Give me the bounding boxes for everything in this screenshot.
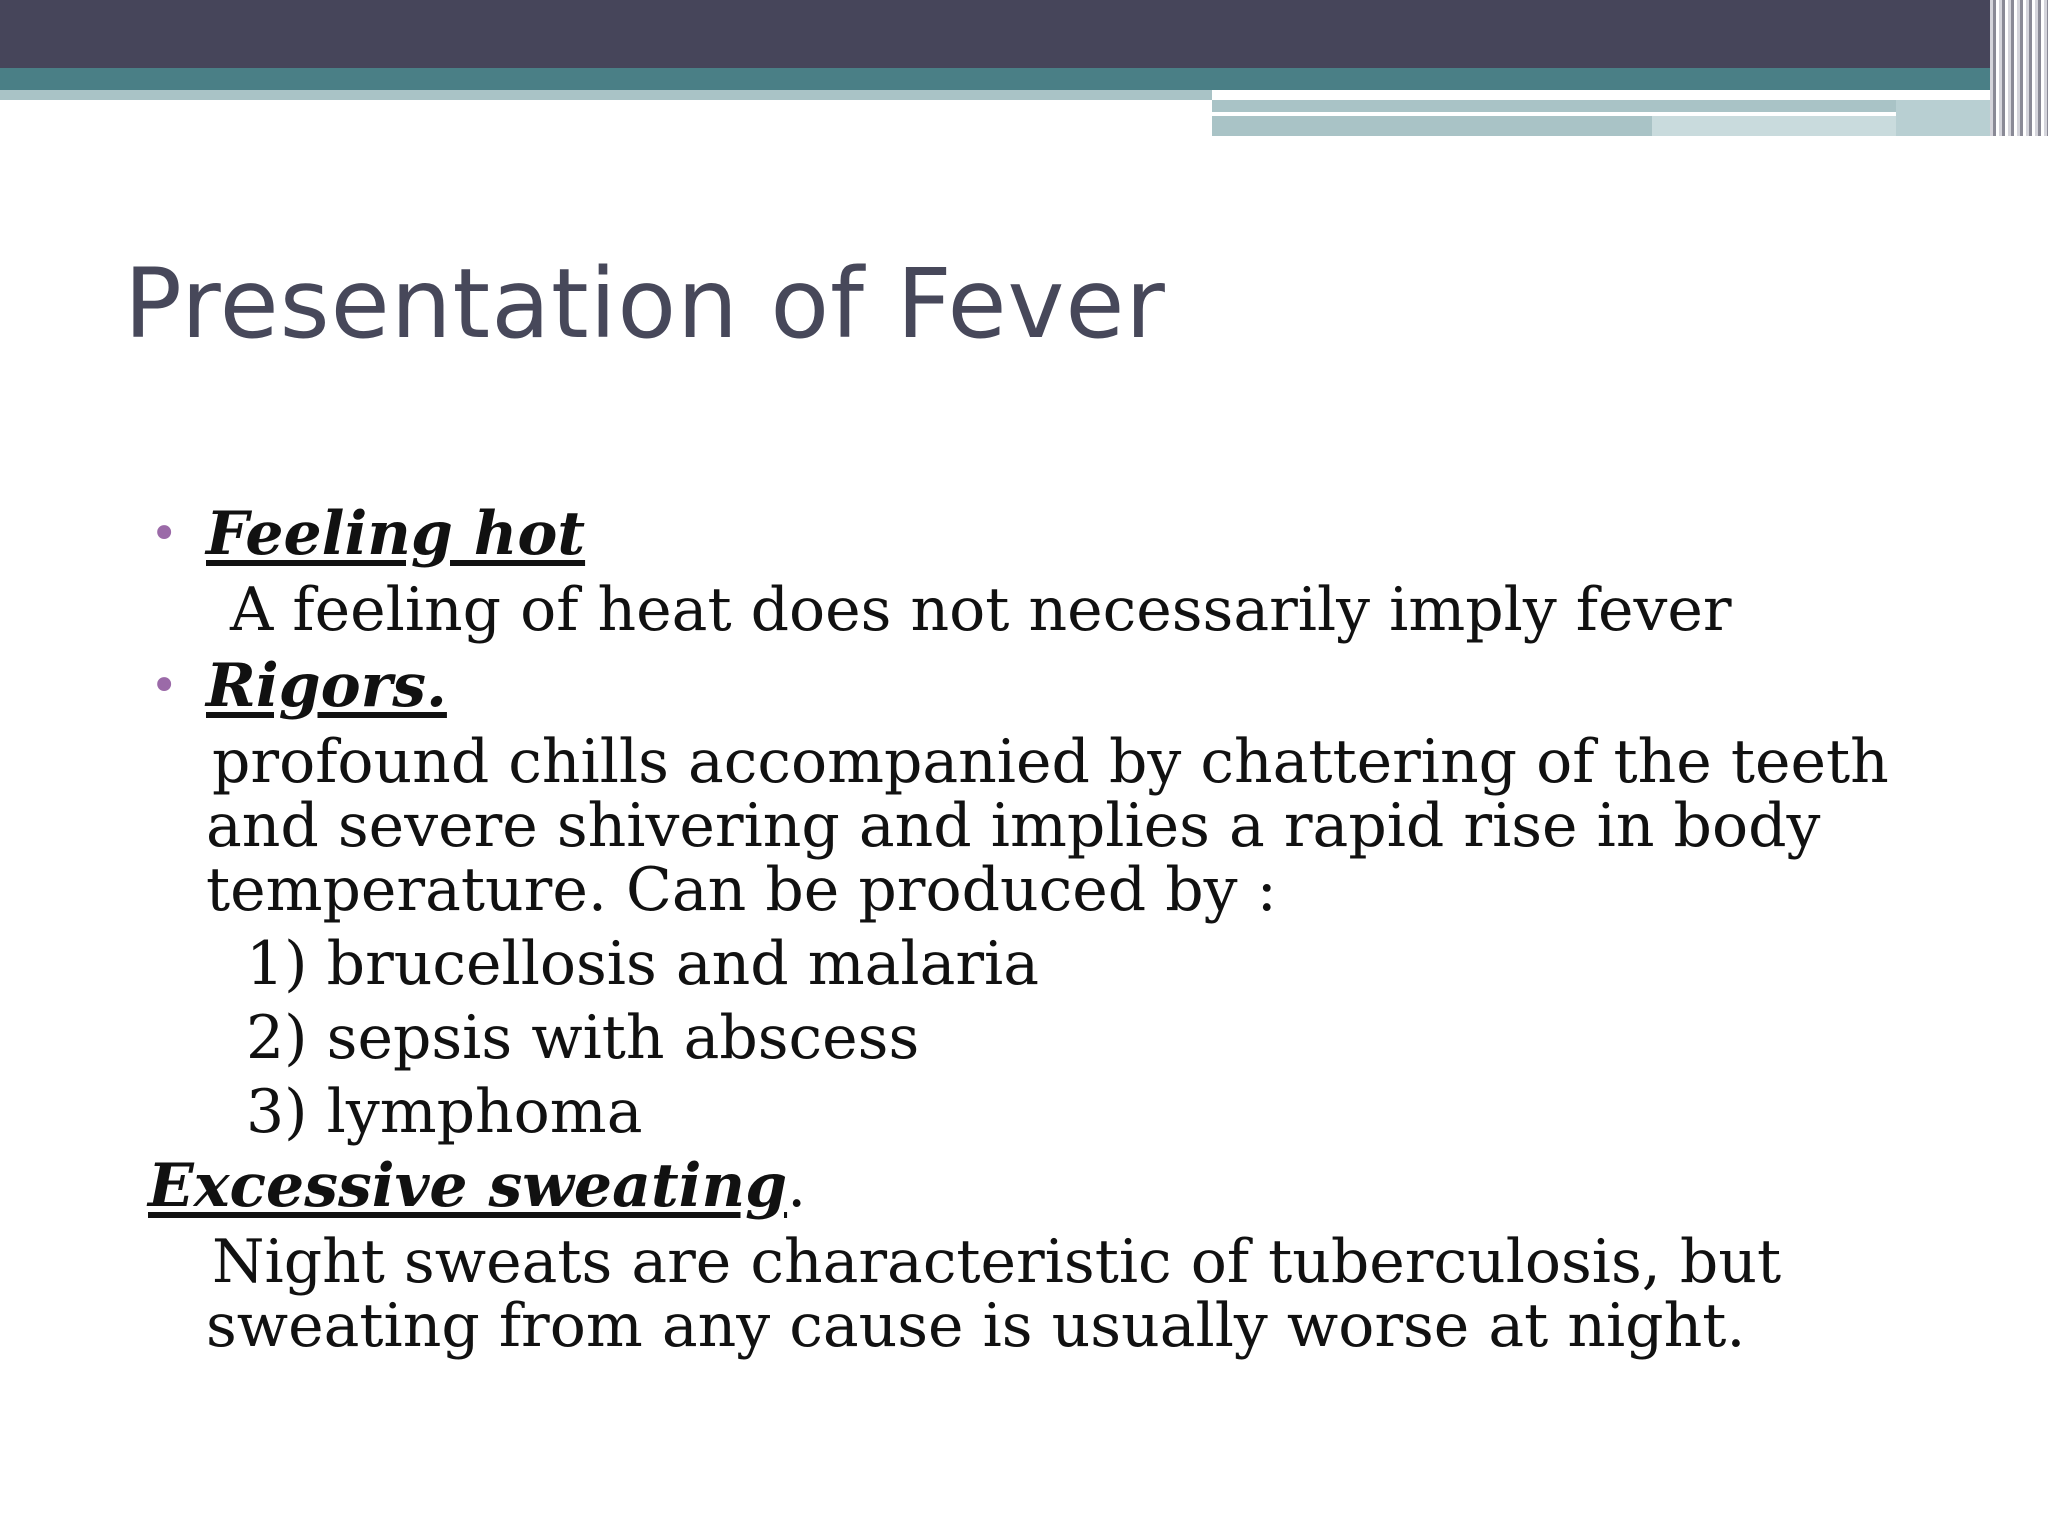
sweating-heading-line [148, 1152, 806, 1220]
heading-excessive-sweating: Excessive sweating [148, 1151, 788, 1221]
header-stripe-a [1212, 100, 1896, 112]
header-light-bar [0, 90, 1212, 100]
rigors-line-3: temperature. Can be produced by : [206, 855, 1277, 925]
header-edge-lines [1990, 0, 2048, 136]
bullet-feeling-hot: • [150, 506, 179, 562]
sweating-line-1: Night sweats are characteristic of tuberculosis, but [212, 1227, 1782, 1297]
rigors-line-1: profound chills accompanied by chattering of the teeth [212, 727, 1889, 797]
slide-title: Presentation of Fever [124, 248, 1166, 360]
cause-item-2: 2) sepsis with abscess [246, 1003, 920, 1073]
bullet-rigors: • [150, 658, 179, 714]
header-teal-bar [0, 68, 2048, 90]
header-stripe-d [1652, 116, 1896, 136]
cause-item-3: 3) lymphoma [246, 1077, 643, 1147]
cause-item-1: 1) brucellosis and malaria [246, 929, 1040, 999]
header-edge-fade [1896, 100, 1990, 136]
heading-feeling-hot: Feeling hot [206, 499, 586, 569]
header-dark-bar [0, 0, 2048, 68]
header-stripe-c [1212, 116, 1652, 136]
rigors-line-2: and severe shivering and implies a rapid rise in body [206, 791, 1821, 861]
feeling-hot-text: A feeling of heat does not necessarily imply fever [230, 575, 1732, 645]
heading-excessive-sweating-period: . [787, 1151, 807, 1221]
sweating-line-2: sweating from any cause is usually worse at night. [206, 1291, 1746, 1361]
heading-rigors: Rigors. [206, 651, 447, 721]
